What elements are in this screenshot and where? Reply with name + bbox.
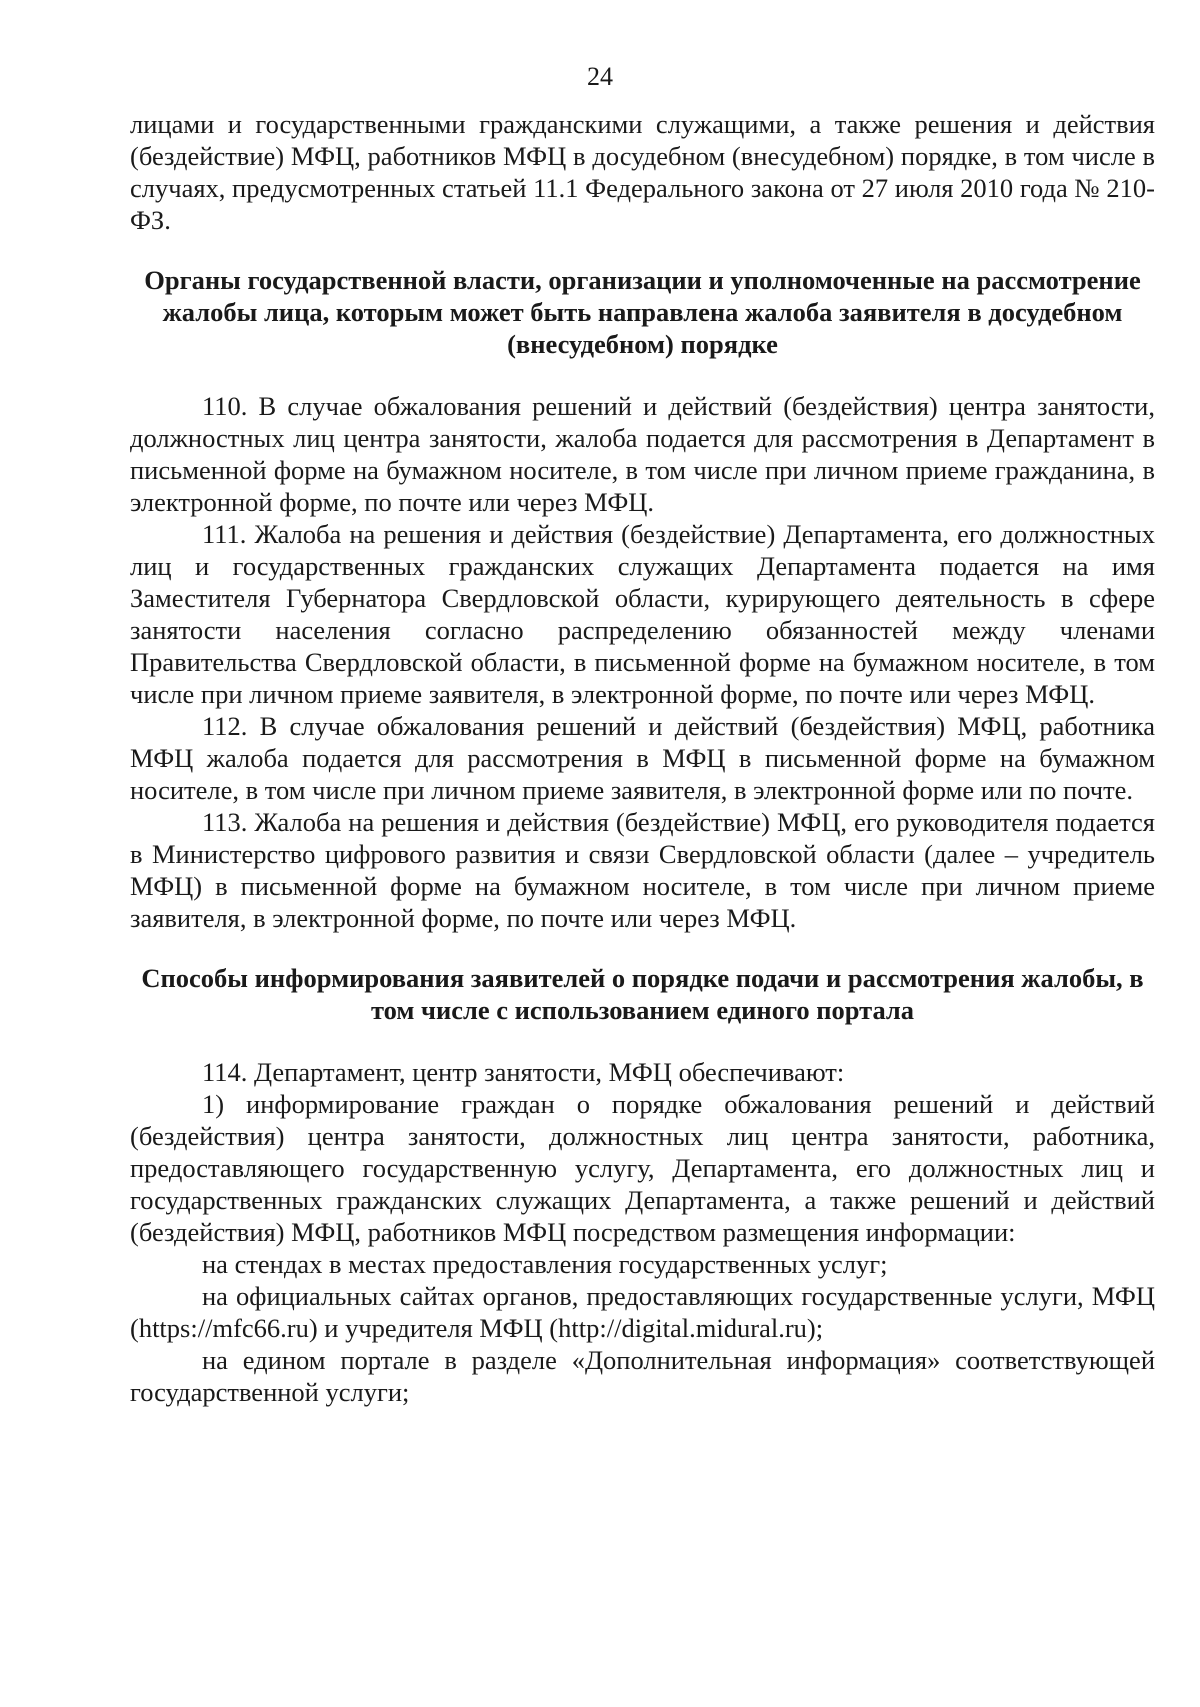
paragraph-112: 112. В случае обжалования решений и действий (бездействия) МФЦ, работника МФЦ жалоба подается для рассмотрения в МФЦ в письменной форме на бумажном носителе, в том числе при личном приеме заявителя, в электронной форме или по почте. — [130, 711, 1155, 805]
info-channel-websites: на официальных сайтах органов, предоставляющих государственные услуги, МФЦ (https://mfc66.ru) и учредителя МФЦ (http://digital.midural.ru); — [130, 1281, 1155, 1343]
page-number: 24 — [587, 62, 613, 91]
info-channel-portal: на едином портале в разделе «Дополнительная информация» соответствующей государственной услуги; — [130, 1345, 1155, 1407]
section-2-heading: Способы информирования заявителей о порядке подачи и рассмотрения жалобы, в том числе с использованием единого портала — [141, 963, 1144, 1025]
paragraph-110: 110. В случае обжалования решений и действий (бездействия) центра занятости, должностных лиц центра занятости, жалоба подается для рассмотрения в Департамент в письменной форме на бумажном носителе, в том числе при личном приеме гражданина, в электронной форме, по почте или через МФЦ. — [130, 391, 1155, 517]
intro-paragraph: лицами и государственными гражданскими служащими, а также решения и действия (бездействие) МФЦ, работников МФЦ в досудебном (внесудебном) порядке, в том числе в случаях, предусмотренных статьей 11.1 Федерального закона от 27 июля 2010 года № 210-ФЗ. — [130, 109, 1155, 235]
section-1-body — [130, 390, 1155, 934]
paragraph-111: 111. Жалоба на решения и действия (бездействие) Департамента, его должностных лиц и государственных гражданских служащих Департамента подается на имя Заместителя Губернатора Свердловской области, курирующего деятельность в сфере занятости населения согласно распределению обязанностей между членами Правительства Свердловской области, в письменной форме на бумажном носителе, в том числе при личном приеме заявителя, в электронной форме, по почте или через МФЦ. — [130, 519, 1155, 709]
section-2-body — [130, 1056, 1155, 1408]
paragraph-114-item-1: 1) информирование граждан о порядке обжалования решений и действий (бездействия) центра занятости, должностных лиц центра занятости, работника, предоставляющего государственную услугу, Департамента, его должностных лиц и государственных гражданских служащих Департамента, а также решений и действий (бездействия) МФЦ, работников МФЦ посредством размещения информации: — [130, 1089, 1155, 1247]
info-channel-stands: на стендах в местах предоставления государственных услуг; — [202, 1249, 888, 1279]
section-1-heading: Органы государственной власти, организации и уполномоченные на рассмотрение жалобы лица, которым может быть направлена жалоба заявителя в досудебном (внесудебном) порядке — [144, 265, 1141, 359]
page-content — [130, 108, 1155, 1408]
paragraph-114: 114. Департамент, центр занятости, МФЦ обеспечивают: — [202, 1057, 845, 1087]
paragraph-113: 113. Жалоба на решения и действия (бездействие) МФЦ, его руководителя подается в Министерство цифрового развития и связи Свердловской области (далее – учредитель МФЦ) в письменной форме на бумажном носителе, в том числе при личном приеме заявителя, в электронной форме, по почте или через МФЦ. — [130, 807, 1155, 933]
